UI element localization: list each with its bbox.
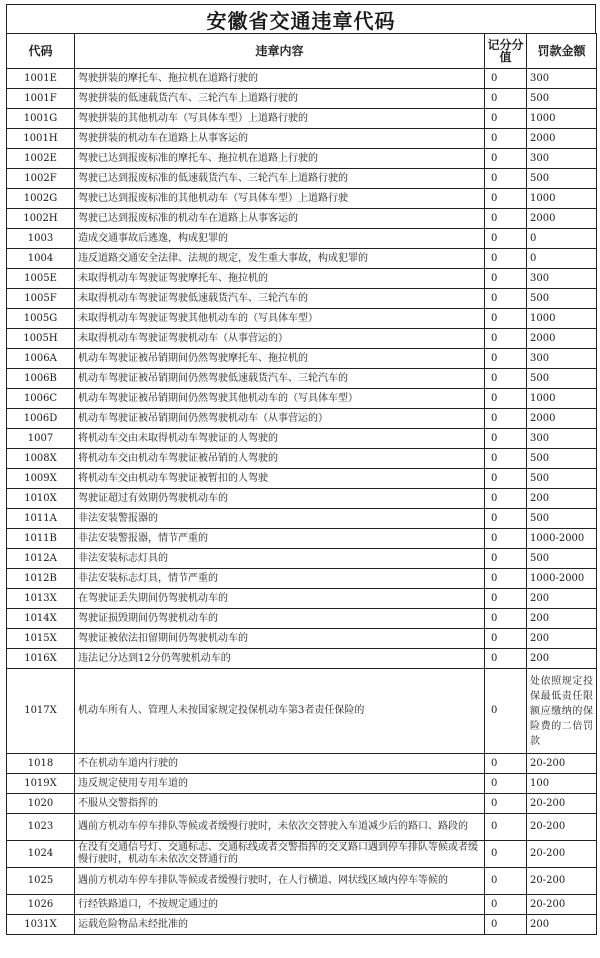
table-row (7, 569, 597, 589)
cell-fine: 500 (527, 469, 597, 489)
cell-points: 0 (485, 794, 527, 814)
cell-content: 违法记分达到12分仍驾驶机动车的 (75, 649, 485, 669)
cell-code: 1020 (7, 794, 75, 814)
cell-fine: 300 (527, 149, 597, 169)
cell-code: 1001H (7, 129, 75, 149)
cell-points: 0 (485, 189, 527, 209)
cell-fine: 300 (527, 349, 597, 369)
table-row (7, 774, 597, 794)
cell-code: 1006A (7, 349, 75, 369)
cell-points: 0 (485, 429, 527, 449)
cell-points: 0 (485, 329, 527, 349)
cell-code: 1015X (7, 629, 75, 649)
cell-points: 0 (485, 369, 527, 389)
cell-fine: 20-200 (527, 868, 597, 895)
cell-code: 1001F (7, 89, 75, 109)
cell-content: 驾驶拼装的机动车在道路上从事客运的 (75, 129, 485, 149)
cell-fine: 500 (527, 89, 597, 109)
cell-code: 1006C (7, 389, 75, 409)
cell-content: 不服从交警指挥的 (75, 794, 485, 814)
cell-points: 0 (485, 409, 527, 429)
table-row (7, 794, 597, 814)
cell-fine: 1000 (527, 389, 597, 409)
cell-fine: 500 (527, 289, 597, 309)
cell-content: 运载危险物品未经批准的 (75, 915, 485, 935)
cell-content: 不在机动车道内行驶的 (75, 754, 485, 774)
cell-code: 1008X (7, 449, 75, 469)
cell-content: 驾驶证损毁期间仍驾驶机动车的 (75, 609, 485, 629)
cell-content: 非法安装警报器，情节严重的 (75, 529, 485, 549)
table-row (7, 249, 597, 269)
cell-points: 0 (485, 754, 527, 774)
cell-code: 1023 (7, 814, 75, 841)
cell-fine: 处依照规定投保最低责任限额应缴纳的保险费的二倍罚款 (527, 669, 597, 754)
cell-content: 在没有交通信号灯、交通标志、交通标线或者交警指挥的交叉路口遇到停车排队等候或者缓慢行驶时，机动车未依次交替通行的 (75, 841, 485, 868)
cell-content: 非法安装警报器的 (75, 509, 485, 529)
cell-code: 1002E (7, 149, 75, 169)
table-row (7, 841, 597, 868)
cell-code: 1024 (7, 841, 75, 868)
cell-code: 1014X (7, 609, 75, 629)
table-row (7, 209, 597, 229)
cell-content: 非法安装标志灯具的 (75, 549, 485, 569)
table-header (7, 34, 597, 69)
cell-fine: 200 (527, 915, 597, 935)
table-row (7, 169, 597, 189)
cell-points: 0 (485, 269, 527, 289)
table-row (7, 149, 597, 169)
cell-content: 将机动车交由未取得机动车驾驶证的人驾驶的 (75, 429, 485, 449)
cell-points: 0 (485, 89, 527, 109)
cell-code: 1005H (7, 329, 75, 349)
cell-content: 驾驶证被依法扣留期间仍驾驶机动车的 (75, 629, 485, 649)
table-row (7, 669, 597, 754)
table-row (7, 449, 597, 469)
cell-content: 机动车驾驶证被吊销期间仍然驾驶机动车（从事营运的） (75, 409, 485, 429)
cell-content: 未取得机动车驾驶证驾驶机动车（从事营运的） (75, 329, 485, 349)
cell-code: 1016X (7, 649, 75, 669)
cell-fine: 20-200 (527, 794, 597, 814)
cell-content: 驾驶已达到报废标准的低速载货汽车、三轮汽车上道路行驶的 (75, 169, 485, 189)
cell-content: 机动车驾驶证被吊销期间仍然驾驶其他机动车的（写具体车型） (75, 389, 485, 409)
cell-code: 1006D (7, 409, 75, 429)
cell-points: 0 (485, 895, 527, 915)
cell-code: 1004 (7, 249, 75, 269)
cell-points: 0 (485, 649, 527, 669)
cell-code: 1001E (7, 69, 75, 89)
cell-fine: 300 (527, 429, 597, 449)
cell-code: 1010X (7, 489, 75, 509)
cell-code: 1007 (7, 429, 75, 449)
cell-fine: 0 (527, 249, 597, 269)
table-row (7, 89, 597, 109)
cell-code: 1025 (7, 868, 75, 895)
cell-points: 0 (485, 915, 527, 935)
table-row (7, 814, 597, 841)
cell-points: 0 (485, 841, 527, 868)
cell-fine: 500 (527, 549, 597, 569)
cell-content: 机动车所有人、管理人未按国家规定投保机动车第3者责任保险的 (75, 669, 485, 754)
cell-points: 0 (485, 569, 527, 589)
cell-fine: 1000 (527, 189, 597, 209)
cell-points: 0 (485, 449, 527, 469)
cell-points: 0 (485, 509, 527, 529)
cell-fine: 200 (527, 649, 597, 669)
cell-points: 0 (485, 469, 527, 489)
table-row (7, 409, 597, 429)
cell-code: 1003 (7, 229, 75, 249)
cell-content: 未取得机动车驾驶证驾驶其他机动车的（写具体车型） (75, 309, 485, 329)
table-row (7, 389, 597, 409)
cell-content: 驾驶已达到报废标准的机动车在道路上从事客运的 (75, 209, 485, 229)
cell-points: 0 (485, 129, 527, 149)
cell-fine: 2000 (527, 329, 597, 349)
cell-fine: 200 (527, 489, 597, 509)
table-row (7, 309, 597, 329)
cell-content: 驾驶已达到报废标准的其他机动车（写具体车型）上道路行驶 (75, 189, 485, 209)
cell-points: 0 (485, 349, 527, 369)
cell-code: 1026 (7, 895, 75, 915)
header-code: 代码 (7, 34, 75, 69)
cell-points: 0 (485, 69, 527, 89)
table-row (7, 915, 597, 935)
cell-fine: 200 (527, 609, 597, 629)
table-row (7, 269, 597, 289)
cell-content: 机动车驾驶证被吊销期间仍然驾驶低速载货汽车、三轮汽车的 (75, 369, 485, 389)
cell-code: 1002G (7, 189, 75, 209)
table-row (7, 529, 597, 549)
table-row (7, 109, 597, 129)
cell-code: 1031X (7, 915, 75, 935)
cell-points: 0 (485, 289, 527, 309)
violation-table (6, 33, 597, 935)
cell-points: 0 (485, 868, 527, 895)
cell-content: 在驾驶证丢失期间仍驾驶机动车的 (75, 589, 485, 609)
cell-fine: 200 (527, 629, 597, 649)
cell-points: 0 (485, 389, 527, 409)
cell-fine: 1000 (527, 309, 597, 329)
cell-fine: 200 (527, 589, 597, 609)
cell-fine: 2000 (527, 209, 597, 229)
cell-points: 0 (485, 549, 527, 569)
table-row (7, 895, 597, 915)
table-row (7, 289, 597, 309)
cell-code: 1012A (7, 549, 75, 569)
table-row (7, 649, 597, 669)
cell-fine: 100 (527, 774, 597, 794)
table-row (7, 589, 597, 609)
header-fine: 罚款金额 (527, 34, 597, 69)
cell-fine: 2000 (527, 409, 597, 429)
table-row (7, 329, 597, 349)
table-row (7, 509, 597, 529)
cell-fine: 20-200 (527, 841, 597, 868)
table-row (7, 429, 597, 449)
table-row (7, 129, 597, 149)
cell-points: 0 (485, 529, 527, 549)
header-content: 违章内容 (75, 34, 485, 69)
cell-code: 1002F (7, 169, 75, 189)
cell-content: 驾驶证超过有效期仍驾驶机动车的 (75, 489, 485, 509)
cell-code: 1018 (7, 754, 75, 774)
cell-code: 1012B (7, 569, 75, 589)
cell-points: 0 (485, 669, 527, 754)
cell-fine: 20-200 (527, 814, 597, 841)
table-row (7, 868, 597, 895)
cell-points: 0 (485, 309, 527, 329)
cell-fine: 500 (527, 169, 597, 189)
cell-content: 机动车驾驶证被吊销期间仍然驾驶摩托车、拖拉机的 (75, 349, 485, 369)
cell-code: 1005E (7, 269, 75, 289)
cell-content: 未取得机动车驾驶证驾驶摩托车、拖拉机的 (75, 269, 485, 289)
cell-code: 1011B (7, 529, 75, 549)
cell-code: 1011A (7, 509, 75, 529)
cell-code: 1005F (7, 289, 75, 309)
cell-code: 1017X (7, 669, 75, 754)
cell-code: 1006B (7, 369, 75, 389)
cell-content: 驾驶拼装的其他机动车（写具体车型）上道路行驶的 (75, 109, 485, 129)
table-row (7, 349, 597, 369)
cell-content: 驾驶已达到报废标准的摩托车、拖拉机在道路上行驶的 (75, 149, 485, 169)
table-row (7, 754, 597, 774)
cell-code: 1009X (7, 469, 75, 489)
cell-points: 0 (485, 149, 527, 169)
cell-code: 1013X (7, 589, 75, 609)
cell-points: 0 (485, 109, 527, 129)
table-row (7, 69, 597, 89)
cell-content: 造成交通事故后逃逸，构成犯罪的 (75, 229, 485, 249)
cell-fine: 1000-2000 (527, 569, 597, 589)
page-title: 安徽省交通违章代码 (6, 4, 596, 33)
cell-points: 0 (485, 589, 527, 609)
cell-code: 1005G (7, 309, 75, 329)
cell-fine: 500 (527, 369, 597, 389)
cell-content: 未取得机动车驾驶证驾驶低速载货汽车、三轮汽车的 (75, 289, 485, 309)
cell-points: 0 (485, 169, 527, 189)
cell-content: 驾驶拼装的摩托车、拖拉机在道路行驶的 (75, 69, 485, 89)
table-row (7, 549, 597, 569)
table-body (7, 69, 597, 935)
table-row (7, 489, 597, 509)
cell-code: 1001G (7, 109, 75, 129)
cell-content: 非法安装标志灯具，情节严重的 (75, 569, 485, 589)
table-row (7, 469, 597, 489)
cell-points: 0 (485, 209, 527, 229)
header-points: 记分分值 (485, 34, 527, 69)
cell-content: 违反道路交通安全法律、法规的规定，发生重大事故，构成犯罪的 (75, 249, 485, 269)
cell-fine: 2000 (527, 129, 597, 149)
cell-fine: 300 (527, 269, 597, 289)
cell-points: 0 (485, 629, 527, 649)
cell-code: 1002H (7, 209, 75, 229)
cell-content: 将机动车交由机动车驾驶证被暂扣的人驾驶 (75, 469, 485, 489)
violation-code-sheet (6, 4, 596, 935)
cell-fine: 0 (527, 229, 597, 249)
cell-fine: 500 (527, 509, 597, 529)
cell-fine: 500 (527, 449, 597, 469)
cell-content: 违反规定使用专用车道的 (75, 774, 485, 794)
cell-points: 0 (485, 489, 527, 509)
cell-fine: 1000-2000 (527, 529, 597, 549)
cell-fine: 1000 (527, 109, 597, 129)
table-row (7, 629, 597, 649)
cell-content: 遇前方机动车停车排队等候或者缓慢行驶时，在人行横道、网状线区域内停车等候的 (75, 868, 485, 895)
table-row (7, 229, 597, 249)
table-row (7, 189, 597, 209)
table-row (7, 369, 597, 389)
cell-points: 0 (485, 229, 527, 249)
cell-content: 将机动车交由机动车驾驶证被吊销的人驾驶的 (75, 449, 485, 469)
cell-code: 1019X (7, 774, 75, 794)
cell-points: 0 (485, 774, 527, 794)
cell-content: 遇前方机动车停车排队等候或者缓慢行驶时，未依次交替驶入车道减少后的路口、路段的 (75, 814, 485, 841)
cell-content: 行经铁路道口，不按规定通过的 (75, 895, 485, 915)
cell-points: 0 (485, 249, 527, 269)
cell-fine: 300 (527, 69, 597, 89)
cell-fine: 20-200 (527, 754, 597, 774)
cell-fine: 20-200 (527, 895, 597, 915)
table-row (7, 609, 597, 629)
cell-points: 0 (485, 609, 527, 629)
cell-content: 驾驶拼装的低速载货汽车、三轮汽车上道路行驶的 (75, 89, 485, 109)
cell-points: 0 (485, 814, 527, 841)
